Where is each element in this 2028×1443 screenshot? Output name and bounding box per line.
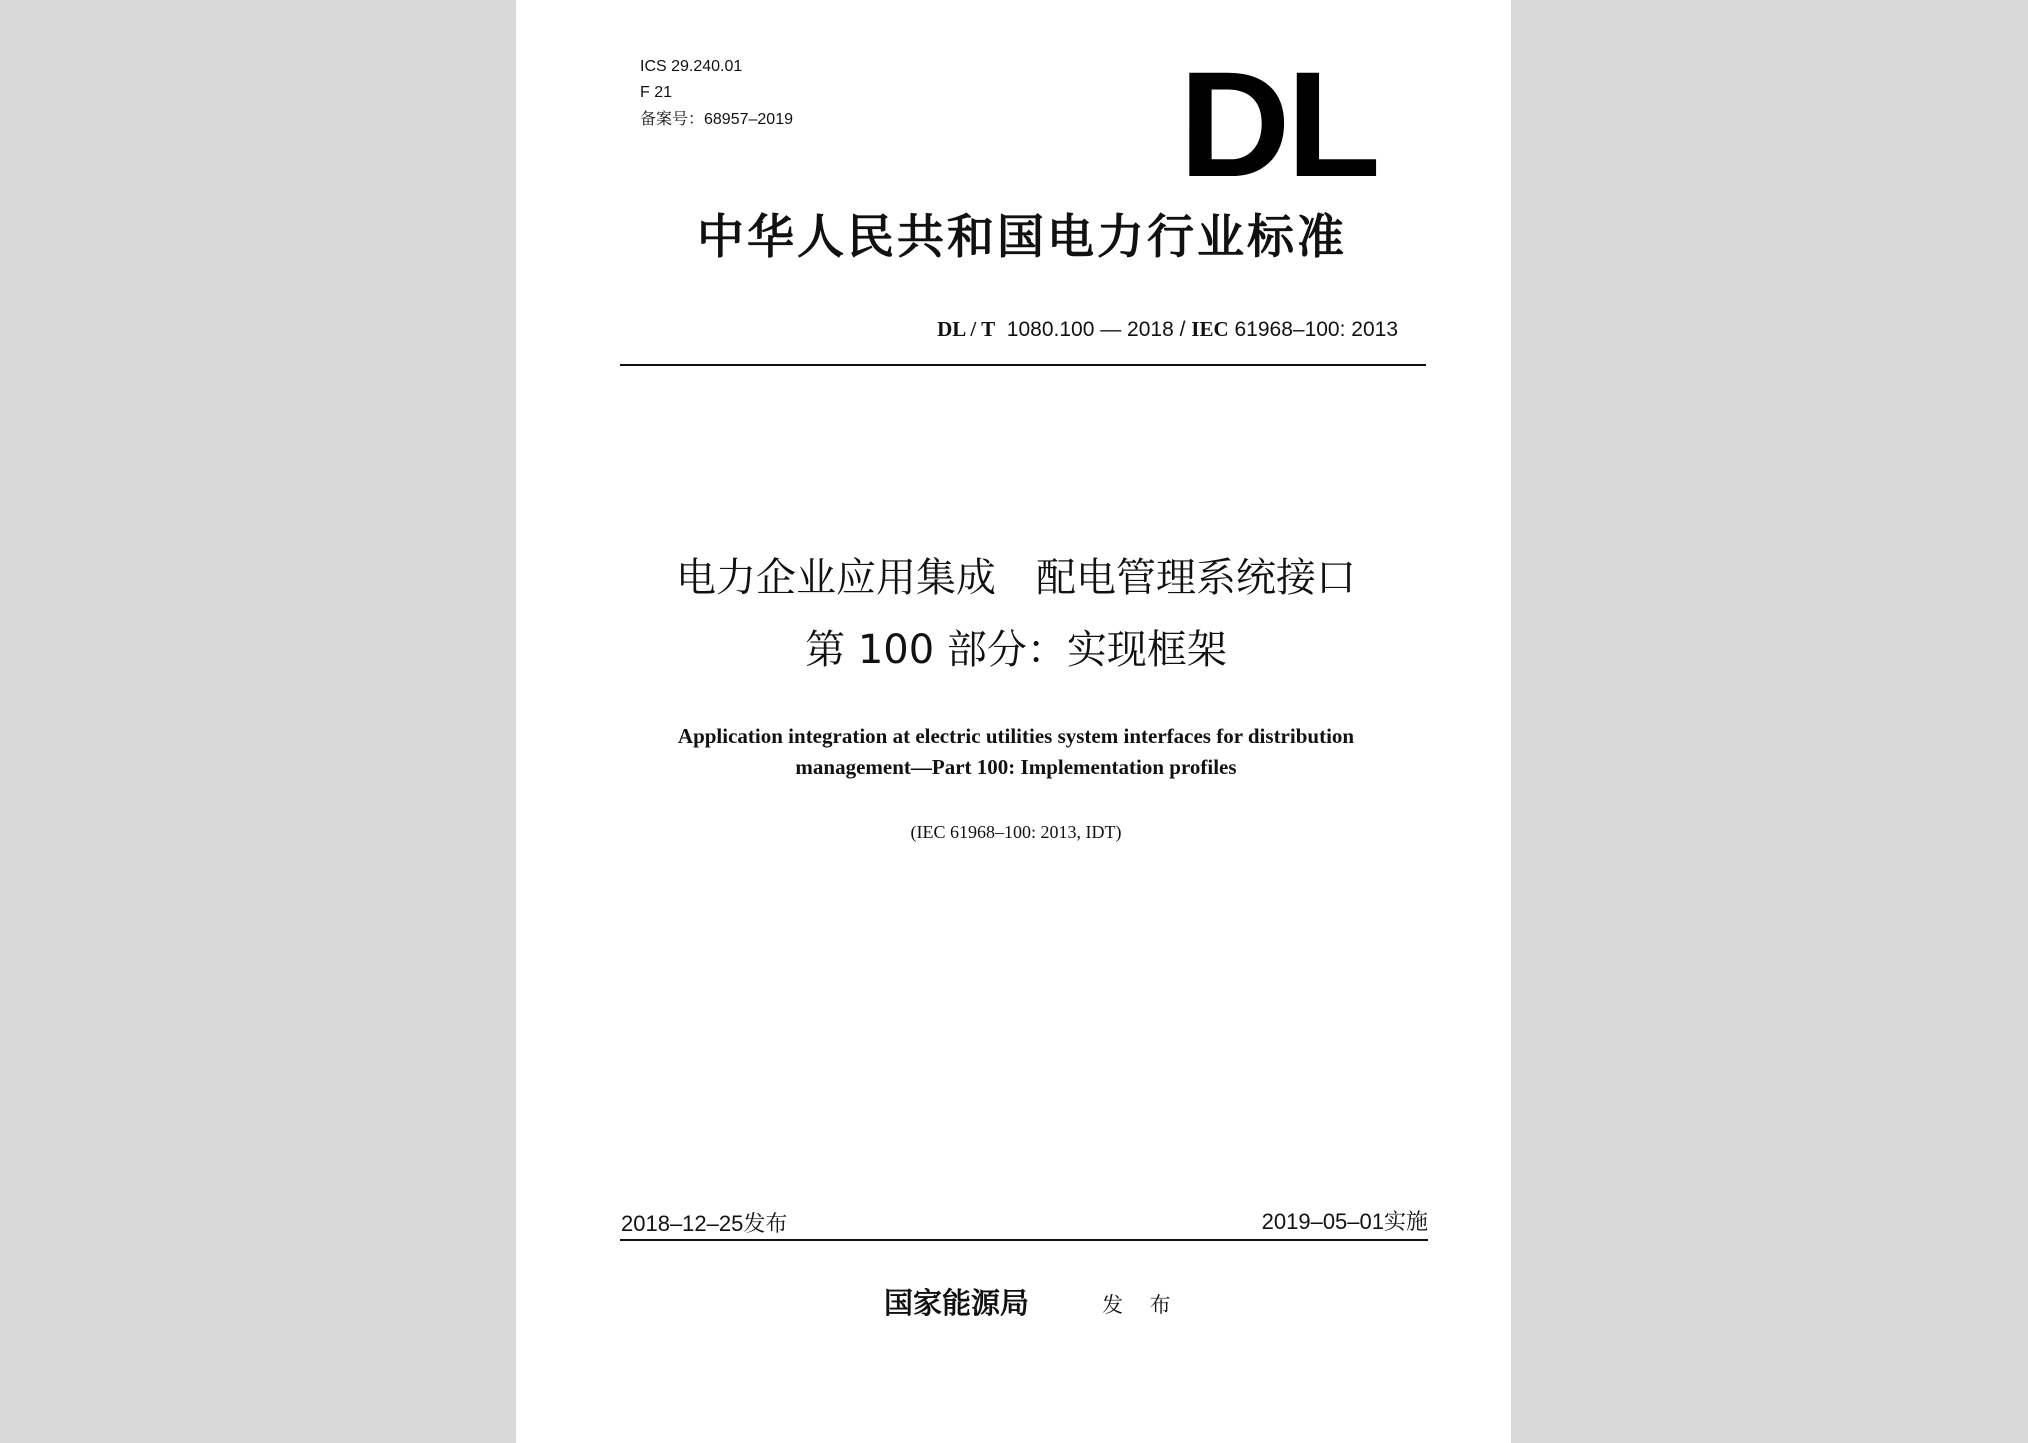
org-title: 中华人民共和国电力行业标准 bbox=[697, 210, 1347, 265]
standard-number: 1080.100 — 2018 / bbox=[1006, 318, 1186, 341]
document-cover-page bbox=[516, 0, 1511, 1443]
iec-prefix: IEC bbox=[1191, 317, 1229, 341]
title-cn-line2: 第 100 部分：实现框架 bbox=[805, 627, 1227, 673]
header-divider bbox=[620, 364, 1426, 366]
title-cn-line1: 电力企业应用集成 配电管理系统接口 bbox=[676, 555, 1356, 601]
ics-code: ICS 29.240.01 bbox=[640, 58, 743, 75]
title-en-line2: management—Part 100: Implementation profiles bbox=[795, 755, 1237, 779]
publish-label: 发 布 bbox=[1102, 1293, 1181, 1317]
footer-divider bbox=[620, 1239, 1428, 1241]
title-en-line1: Application integration at electric utilities system interfaces for distribution bbox=[677, 724, 1355, 748]
record-number: 备案号：68957–2019 bbox=[640, 111, 793, 128]
implementation-date: 2019–05–01实施 bbox=[1261, 1209, 1428, 1234]
classification-code: F 21 bbox=[640, 84, 673, 101]
standard-prefix: DL / T bbox=[937, 317, 996, 341]
equivalence-note: (IEC 61968–100: 2013, IDT) bbox=[910, 822, 1122, 842]
dl-logo: DL bbox=[1179, 66, 1377, 183]
iec-number: 61968–100: 2013 bbox=[1234, 318, 1398, 341]
publisher-name: 国家能源局 bbox=[884, 1286, 1030, 1320]
issue-date: 2018–12–25发布 bbox=[621, 1211, 788, 1236]
standard-code bbox=[937, 316, 1398, 343]
